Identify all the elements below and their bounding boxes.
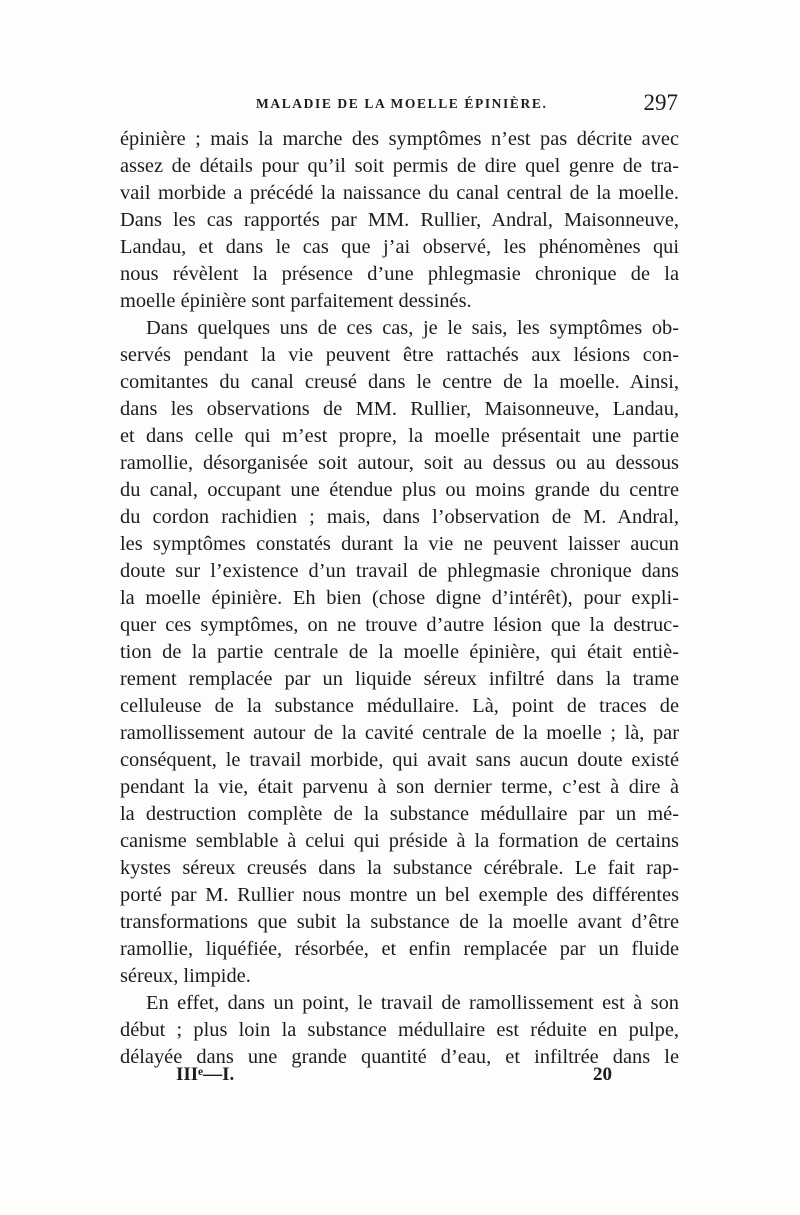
text-line: délayée dans une grande quantité d’eau, et infiltrée dans le <box>120 1046 679 1068</box>
text-line: nous révèlent la présence d’une phlegmasie chronique de la <box>120 263 679 285</box>
text-line: dans les observations de MM. Rullier, Maisonneuve, Landau, <box>120 398 679 420</box>
text-line: Dans les cas rapportés par MM. Rullier, Andral, Maisonneuve, <box>120 209 679 231</box>
text-line: Dans quelques uns de ces cas, je le sais, les symptômes ob- <box>146 317 679 339</box>
text-line: comitantes du canal creusé dans le centre de la moelle. Ainsi, <box>120 371 679 393</box>
text-line: vail morbide a précédé la naissance du canal central de la moelle. <box>120 182 679 204</box>
text-line: du cordon rachidien ; mais, dans l’observation de M. Andral, <box>120 506 679 528</box>
text-line: quer ces symptômes, on ne trouve d’autre lésion que la destruc- <box>120 614 679 636</box>
text-line: la moelle épinière. Eh bien (chose digne d’intérêt), pour expli- <box>120 587 679 609</box>
text-line: épinière ; mais la marche des symptômes n’est pas décrite avec <box>120 128 679 150</box>
text-line: canisme semblable à celui qui préside à la formation de certains <box>120 830 679 852</box>
sheet-number: 20 <box>593 1064 612 1085</box>
text-line: moelle épinière sont parfaitement dessinés. <box>120 290 472 312</box>
text-line: séreux, limpide. <box>120 965 251 987</box>
text-line: pendant la vie, était parvenu à son dernier terme, c’est à dire à <box>120 776 679 798</box>
text-line: conséquent, le travail morbide, qui avait sans aucun doute existé <box>120 749 679 771</box>
text-line: doute sur l’existence d’un travail de phlegmasie chronique dans <box>120 560 679 582</box>
text-line: rement remplacée par un liquide séreux infiltré dans la trame <box>120 668 679 690</box>
text-line: les symptômes constatés durant la vie ne peuvent laisser aucun <box>120 533 679 555</box>
text-line: ramollie, liquéfiée, résorbée, et enfin remplacée par un fluide <box>120 938 679 960</box>
text-line: kystes séreux creusés dans la substance cérébrale. Le fait rap- <box>120 857 679 879</box>
signature-mark: IIIᵉ—I. <box>176 1064 235 1085</box>
text-line: du canal, occupant une étendue plus ou moins grande du centre <box>120 479 679 501</box>
body-text <box>120 126 679 1071</box>
text-line: tion de la partie centrale de la moelle épinière, qui était entiè- <box>120 641 679 663</box>
footer <box>120 1064 680 1094</box>
text-line: assez de détails pour qu’il soit permis de dire quel genre de tra- <box>120 155 679 177</box>
running-title: MALADIE DE LA MOELLE ÉPINIÈRE. <box>256 96 548 111</box>
text-line: celluleuse de la substance médullaire. Là, point de traces de <box>120 695 679 717</box>
text-line: et dans celle qui m’est propre, la moelle présentait une partie <box>120 425 679 447</box>
page-number: 297 <box>643 90 678 115</box>
text-line: servés pendant la vie peuvent être rattachés aux lésions con- <box>120 344 679 366</box>
running-head <box>120 92 680 120</box>
text-line: porté par M. Rullier nous montre un bel exemple des différentes <box>120 884 679 906</box>
text-line: Landau, et dans le cas que j’ai observé, les phénomènes qui <box>120 236 679 258</box>
text-line: En effet, dans un point, le travail de ramollissement est à son <box>146 992 679 1014</box>
text-line: transformations que subit la substance de la moelle avant d’être <box>120 911 679 933</box>
text-line: début ; plus loin la substance médullaire est réduite en pulpe, <box>120 1019 679 1041</box>
text-line: ramollie, désorganisée soit autour, soit au dessus ou au dessous <box>120 452 679 474</box>
text-line: ramollissement autour de la cavité centrale de la moelle ; là, par <box>120 722 679 744</box>
text-line: la destruction complète de la substance médullaire par un mé- <box>120 803 679 825</box>
